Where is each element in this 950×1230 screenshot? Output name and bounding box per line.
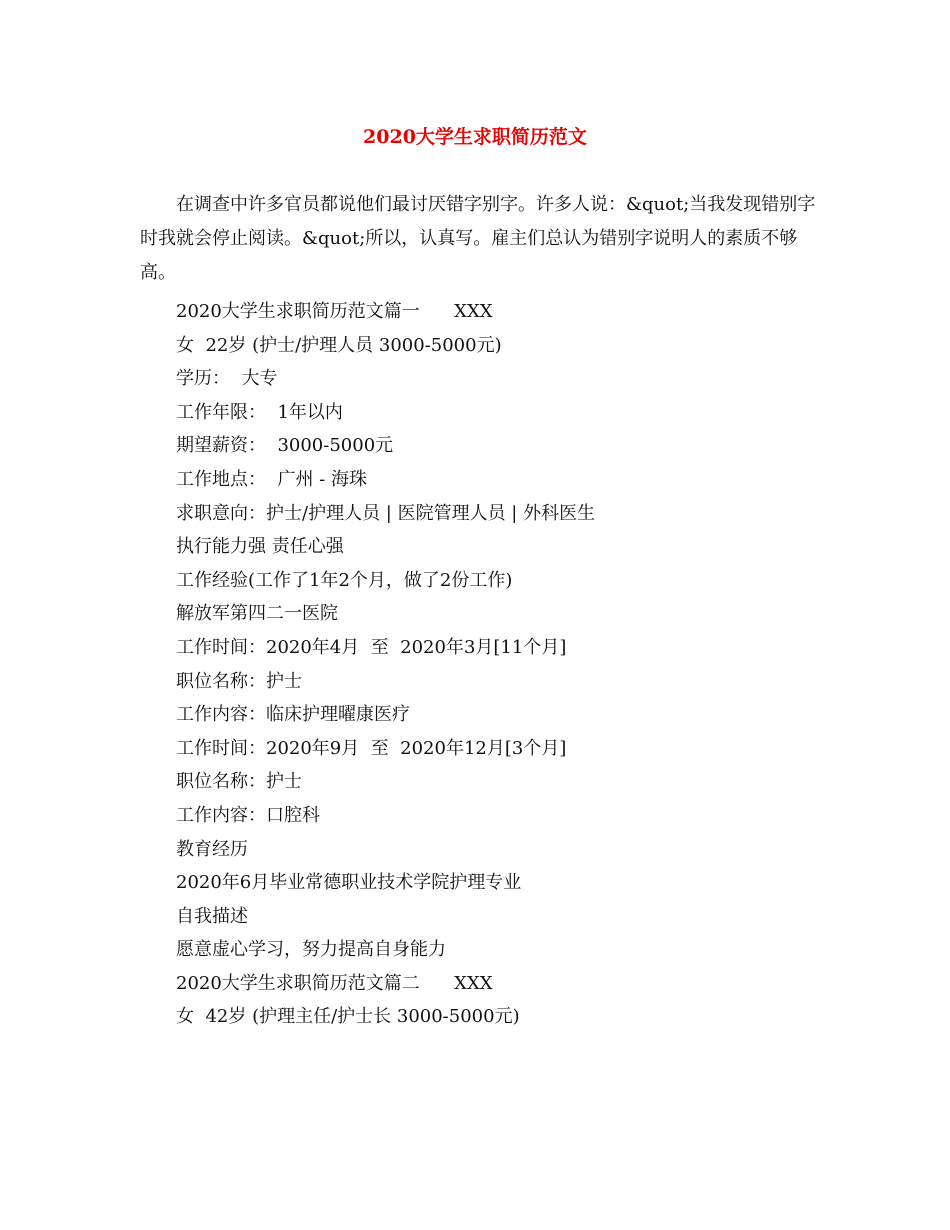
- job-intention-line: 求职意向：护士/护理人员 | 医院管理人员 | 外科医生: [176, 502, 596, 524]
- education-heading: 教育经历: [176, 838, 248, 860]
- work-years-line: 工作年限： 1年以内: [176, 401, 343, 423]
- education-detail-line: 2020年6月毕业常德职业技术学院护理专业: [176, 872, 522, 894]
- education-level-line: 学历： 大专: [176, 368, 278, 390]
- intro-paragraph: 在调查中许多官员都说他们最讨厌错字别字。许多人说：&quot;当我发现错别字时我就会停止阅读。&quot;所以，认真写。雇主们总认为错别字说明人的素质不够高。: [140, 194, 816, 283]
- section-heading-2: 2020大学生求职简历范文篇二 XXX: [176, 972, 493, 994]
- personal-info-line: 女 22岁 (护士/护理人员 3000-5000元): [176, 334, 502, 356]
- employer-line: 解放军第四二一医院: [176, 603, 338, 625]
- work-period-line: 工作时间：2020年4月 至 2020年3月[11个月]: [176, 636, 567, 658]
- resume-lines: [176, 295, 816, 1034]
- work-location-line: 工作地点： 广州 - 海珠: [176, 468, 367, 490]
- job-content-line: 工作内容：临床护理曜康医疗: [176, 704, 410, 726]
- position-line: 职位名称：护士: [176, 670, 302, 692]
- work-experience-heading: 工作经验(工作了1年2个月，做了2份工作): [176, 569, 513, 591]
- strengths-line: 执行能力强 责任心强: [176, 536, 344, 558]
- self-description-heading: 自我描述: [176, 905, 248, 927]
- personal-info-line: 女 42岁 (护理主任/护士长 3000-5000元): [176, 1006, 520, 1028]
- position-line: 职位名称：护士: [176, 771, 302, 793]
- expected-salary-line: 期望薪资： 3000-5000元: [176, 435, 394, 457]
- work-period-line: 工作时间：2020年9月 至 2020年12月[3个月]: [176, 737, 567, 759]
- job-content-line: 工作内容：口腔科: [176, 804, 320, 826]
- section-heading-1: 2020大学生求职简历范文篇一 XXX: [176, 301, 493, 322]
- document-title: 2020大学生求职简历范文: [363, 126, 587, 148]
- self-description-line: 愿意虚心学习，努力提高自身能力: [176, 939, 446, 961]
